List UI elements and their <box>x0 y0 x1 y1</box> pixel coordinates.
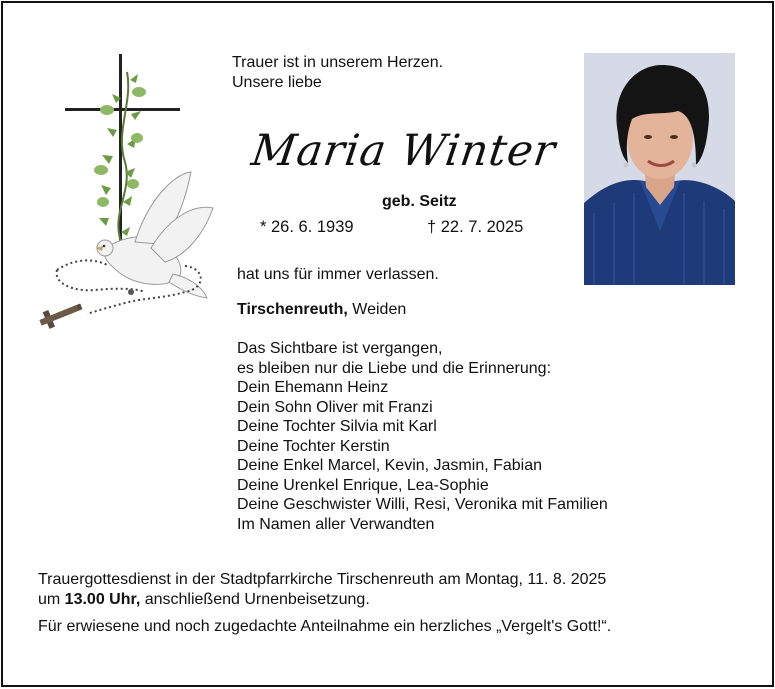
mourner-line: Deine Geschwister Willi, Resi, Veronika mit Familien <box>237 496 608 513</box>
place-main: Tirschenreuth, <box>237 301 348 318</box>
death-date: † 22. 7. 2025 <box>427 218 524 236</box>
service-line-1: Trauergottesdienst in der Stadtpfarrkirche Tirschenreuth am Montag, 11. 8. 2025 <box>38 571 607 588</box>
funeral-service-info <box>38 570 606 609</box>
thanks-line: Für erwiesene und noch zugedachte Anteilnahme ein herzliches „Vergelt's Gott!“. <box>38 618 612 635</box>
service-suffix: anschließend Urnenbeisetzung. <box>140 590 370 608</box>
service-prefix: um <box>38 590 65 608</box>
service-time: 13.00 Uhr, <box>64 590 141 608</box>
birth-date: * 26. 6. 1939 <box>260 218 354 236</box>
mourner-line: Dein Ehemann Heinz <box>237 379 389 396</box>
passed-away-text: hat uns für immer verlassen. <box>237 266 439 283</box>
mourner-line: Deine Enkel Marcel, Kevin, Jasmin, Fabian <box>237 457 543 474</box>
verse-line: es bleiben nur die Liebe und die Erinnerung: <box>237 359 552 377</box>
place-line <box>237 300 406 320</box>
maiden-name: geb. Seitz <box>382 193 457 210</box>
deceased-name: Maria Winter <box>248 126 559 176</box>
cross-dove-rosary-icon <box>35 52 220 337</box>
verse-line: Das Sichtbare ist vergangen, <box>237 340 443 357</box>
intro-line: Trauer ist in unserem Herzen. <box>232 54 444 71</box>
mourner-line: Im Namen aller Verwandten <box>237 515 435 533</box>
mourners-list <box>237 339 608 534</box>
intro-line: Unsere liebe <box>232 73 322 91</box>
mourner-line: Dein Sohn Oliver mit Franzi <box>237 398 433 416</box>
portrait-photo <box>584 53 735 285</box>
mourner-line: Deine Urenkel Enrique, Lea-Sophie <box>237 476 489 494</box>
mourner-line: Deine Tochter Silvia mit Karl <box>237 418 437 435</box>
intro-text <box>232 53 443 92</box>
place-other: Weiden <box>347 301 407 318</box>
mourner-line: Deine Tochter Kerstin <box>237 437 390 455</box>
service-line-2 <box>38 590 606 610</box>
